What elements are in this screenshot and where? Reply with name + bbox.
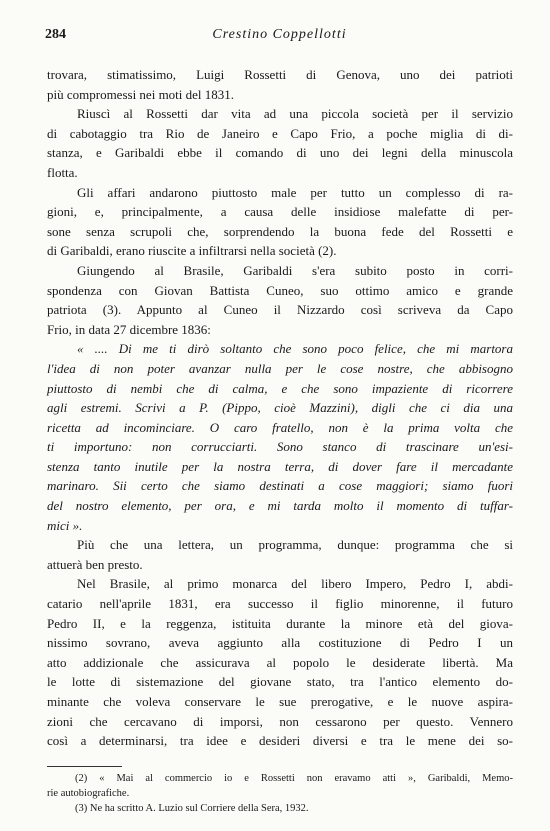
text-line: di cabotaggio tra Rio de Janeiro e Capo Frio, a poche miglia di di- bbox=[47, 125, 513, 141]
footnote-line: (3) Ne ha scritto A. Luzio sul Corriere della Sera, 1932. bbox=[75, 803, 309, 814]
quote-line: « .... Di me ti dirò soltanto che sono poco felice, che mi martora bbox=[77, 341, 513, 357]
text-line: Gli affari andarono piuttosto male per tutto un complesso di ra- bbox=[77, 184, 513, 200]
body-text bbox=[47, 65, 513, 751]
text-line: zioni che cercavano di imporsi, non cessarono per questo. Vennero bbox=[47, 713, 513, 729]
text-line: Frio, in data 27 dicembre 1836: bbox=[47, 321, 211, 337]
text-line: atto addizionale che assicurava al popolo le desiderate libertà. Ma bbox=[47, 654, 513, 670]
text-line: trovara, stimatissimo, Luigi Rossetti di Genova, uno dei patrioti bbox=[47, 67, 513, 82]
text-line: minante che voleva conservare le sue prerogative, e le nuove aspira- bbox=[47, 694, 513, 709]
narrative-paragraphs bbox=[47, 65, 513, 339]
letter-quotation bbox=[47, 339, 513, 535]
quote-line: stenza tanto inutile per la nostra terra, di dover fare il mercadante bbox=[47, 458, 513, 474]
footnote-line: rie autobiografiche. bbox=[47, 788, 130, 799]
text-line: Nel Brasile, al primo monarca del libero Impero, Pedro I, abdi- bbox=[77, 576, 513, 592]
running-title: Crestino Coppellotti bbox=[212, 27, 347, 42]
quote-line: mici ». bbox=[47, 517, 83, 533]
page-number: 284 bbox=[45, 27, 66, 42]
footnote-rule bbox=[47, 766, 122, 767]
text-line: le lotte di sistemazione del giovane stato, tra l'antico elemento do- bbox=[47, 674, 513, 690]
quote-line: l'idea di non poter avanzar nulla per le cose nostre, che abbisogno bbox=[47, 360, 513, 376]
text-line: spondenza con Giovan Battista Cuneo, suo ottimo amico e grande bbox=[47, 282, 513, 298]
page-header bbox=[45, 27, 514, 45]
footnote-line: (2) « Mai al commercio io e Rossetti non eravamo atti », Garibaldi, Memo- bbox=[75, 773, 513, 784]
text-line: sone senza scrupoli che, sorprendendo la buona fede del Rossetti e bbox=[47, 223, 513, 239]
continuation-paragraphs bbox=[47, 535, 513, 751]
text-line: patriota (3). Appunto al Cuneo il Nizzardo così scriveva da Capo bbox=[47, 302, 513, 318]
text-line: flotta. bbox=[47, 164, 78, 180]
quote-line: del nostro elemento, per ora, e mi tarda molto il momento di tuffar- bbox=[47, 498, 513, 514]
quote-line: ti importuno: non corrucciarti. Sono stanco di trascinare un'esi- bbox=[47, 439, 513, 455]
text-line: stanza, e Garibaldi ebbe il comando di uno dei legni della minuscola bbox=[47, 145, 513, 161]
text-line: nissimo sovrano, aveva aggiunto alla costituzione di Pedro I un bbox=[47, 635, 513, 651]
text-line: Giungendo al Brasile, Garibaldi s'era subito posto in corri- bbox=[77, 262, 513, 278]
text-line: Più che una lettera, un programma, dunque: programma che si bbox=[77, 537, 513, 553]
text-line: così a determinarsi, tra idee e desideri diversi e tra le mene dei so- bbox=[47, 733, 513, 749]
text-line: Riuscì al Rossetti dar vita ad una piccola società per il servizio bbox=[77, 106, 513, 122]
text-line: Pedro II, e la reggenza, istituita durante la minore età del giova- bbox=[47, 615, 513, 631]
footnotes bbox=[47, 771, 513, 816]
quote-line: piuttosto di nembi che di calma, e che sono impaziente di ricorrere bbox=[47, 380, 513, 396]
quote-line: agli estremi. Scrivi a P. (Pippo, cioè Mazzini), digli che ci dia una bbox=[47, 400, 513, 416]
quote-line: ricetta ad incominciare. O caro fratello, non è la prima volta che bbox=[47, 419, 513, 435]
text-line: catario nell'aprile 1831, era successo il figlio minorenne, il futuro bbox=[47, 596, 513, 612]
quote-line: marinaro. Sii certo che siamo destinati a cose maggiori; siamo fuori bbox=[47, 478, 513, 494]
text-line: di Garibaldi, erano riuscite a infiltrarsi nella società (2). bbox=[47, 243, 337, 259]
text-line: gioni, e, principalmente, a causa delle insidiose malefatte di per- bbox=[47, 204, 513, 220]
text-line: più compromessi nei moti del 1831. bbox=[47, 86, 235, 102]
text-line: attuerà ben presto. bbox=[47, 556, 143, 572]
